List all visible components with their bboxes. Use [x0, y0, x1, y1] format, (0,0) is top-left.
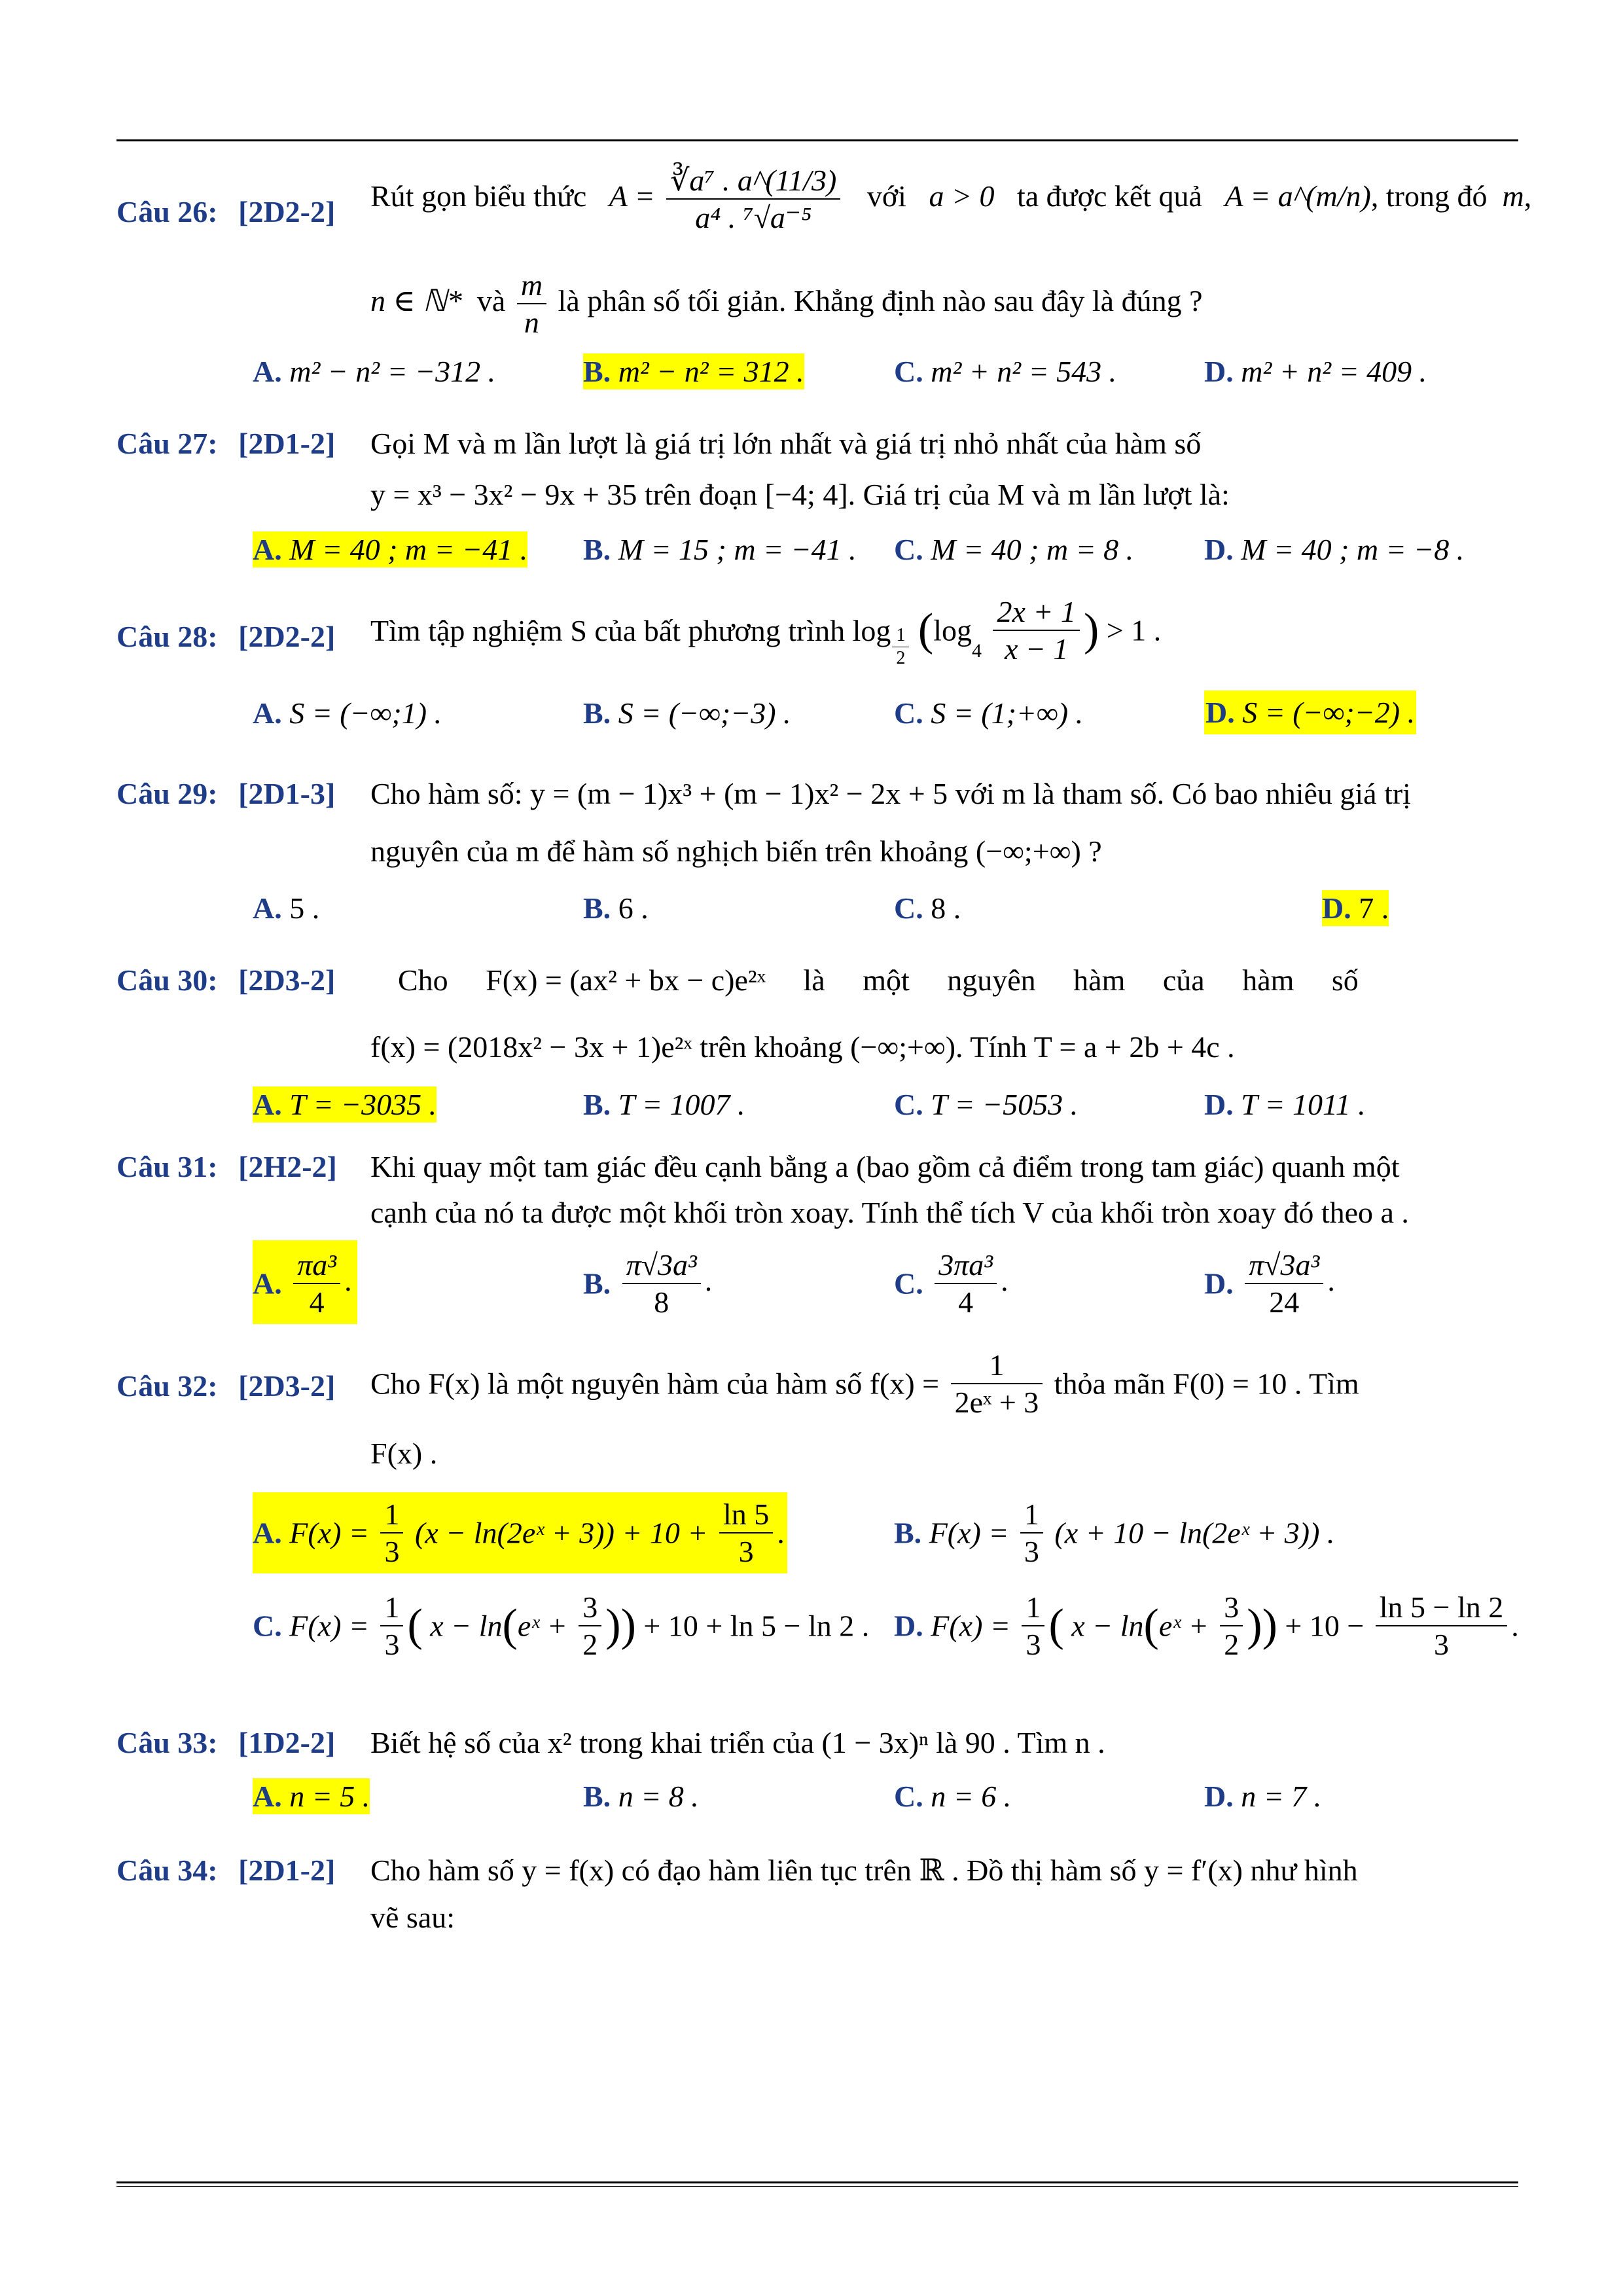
option-b[interactable]: B. F(x) = $\frac{1}{3}$ (x + 10 − ln(2eˣ + 3)) . — [894, 1498, 1335, 1569]
option-c[interactable]: C. 8 . — [894, 891, 961, 925]
option-d[interactable]: D. m² + n² = 409 . — [1204, 355, 1427, 388]
question-34 — [116, 1852, 1518, 1950]
question-stem-line-2: vẽ sau: — [370, 1901, 455, 1934]
option-a[interactable]: A. S = (−∞;1) . — [253, 696, 442, 730]
question-stem-line-2: f(x) = (2018x² − 3x + 1)e²ˣ trên khoảng (−∞;+∞). Tính T = a + 2b + 4c . — [370, 1030, 1235, 1064]
question-header: Câu 29: [2D1-3] — [116, 777, 336, 810]
question-33 — [116, 1725, 1518, 1829]
question-stem-line-1: Gọi M và m lần lượt là giá trị lớn nhất và giá trị nhỏ nhất của hàm số — [370, 427, 1202, 460]
option-a[interactable]: A. 5 . — [253, 891, 320, 925]
option-c[interactable]: C. n = 6 . — [894, 1780, 1012, 1813]
option-c[interactable]: C. S = (1;+∞) . — [894, 696, 1084, 730]
question-26 — [116, 143, 1532, 398]
question-header: Câu 31: [2H2-2] — [116, 1150, 337, 1183]
option-c[interactable]: C. m² + n² = 543 . — [894, 355, 1117, 388]
question-stem-line-1: Biết hệ số của x² trong khai triển của (1 − 3x)ⁿ là 90 . Tìm n . — [370, 1726, 1105, 1759]
option-b[interactable]: B. m² − n² = 312 . — [583, 353, 804, 389]
header-rule — [116, 139, 1518, 141]
footer-rule — [116, 2181, 1518, 2187]
option-a[interactable]: A. $\frac{\text{πa³}}{4}$ . — [253, 1240, 357, 1324]
question-31 — [116, 1149, 1518, 1338]
option-a[interactable]: A. m² − n² = −312 . — [253, 355, 496, 388]
question-stem-line-1: Rút gọn biểu thức A = $\frac{\text{∛a⁷ . a\textasciicircum{}(11/3)}}{\text{a⁴ . ⁷√a⁻⁵}}$ với a > 0 ta được kết quả A = a^(m/n), trong đó m, — [370, 162, 1531, 236]
question-header: Câu 30: [2D3-2] — [116, 963, 336, 997]
question-stem-line-2: n ∈ ℕ* và $\frac{m}{n}$ là phân số tối giản. Khẳng định nào sau đây là đúng ? — [370, 268, 1203, 340]
option-c[interactable]: C. F(x) = $\frac{1}{3}$ ( x − ln(eˣ + $\frac{3}{2}$ )) + 10 + ln 5 − ln 2 . — [253, 1590, 870, 1662]
option-d[interactable]: D. T = 1011 . — [1204, 1088, 1366, 1121]
option-a[interactable]: A. n = 5 . — [253, 1778, 370, 1814]
option-c[interactable]: C. T = −5053 . — [894, 1088, 1079, 1121]
question-header — [116, 194, 335, 230]
question-stem-line-2: nguyên của m để hàm số nghịch biến trên khoảng (−∞;+∞) ? — [370, 834, 1102, 868]
question-header: Câu 28: [2D2-2] — [116, 620, 336, 653]
question-header: Câu 34: [2D1-2] — [116, 1854, 336, 1887]
option-a[interactable]: A. T = −3035 . — [253, 1086, 437, 1122]
question-27 — [116, 425, 1518, 583]
question-stem-line-2: F(x) . — [370, 1437, 438, 1470]
question-stem-line-2: cạnh của nó ta được một khối tròn xoay. Tính thể tích V của khối tròn xoay đó theo a . — [370, 1196, 1409, 1229]
option-d[interactable]: D. F(x) = $\frac{1}{3}$ ( x − ln(eˣ + $\frac{3}{2}$ )) + 10 − $\frac{\ln 5 - \ln 2}{3}$ . — [894, 1590, 1519, 1662]
question-stem-line-1: Cho hàm số y = f(x) có đạo hàm liên tục trên ℝ . Đồ thị hàm số y = f′(x) như hình — [370, 1854, 1358, 1887]
question-stem-line-1: Cho F(x) = (ax² + bx − c)e²ˣ là một nguyên hàm của hàm số — [398, 963, 1359, 997]
question-header: Câu 32: [2D3-2] — [116, 1369, 336, 1403]
option-a[interactable]: A. F(x) = $\frac{1}{3}$ (x − ln(2eˣ + 3)) + 10 + $\frac{\ln 5}{3}$ . — [253, 1492, 787, 1573]
option-b[interactable]: B. n = 8 . — [583, 1780, 699, 1813]
option-d[interactable]: D. S = (−∞;−2) . — [1204, 691, 1416, 734]
option-b[interactable]: B. M = 15 ; m = −41 . — [583, 533, 857, 566]
question-stem-line-2: y = x³ − 3x² − 9x + 35 trên đoạn [−4; 4]. Giá trị của M và m lần lượt là: — [370, 478, 1230, 511]
option-b[interactable]: B. 6 . — [583, 891, 649, 925]
option-b[interactable]: B. $\frac{\text{π√3a³}}{8}$ . — [583, 1248, 713, 1319]
option-c[interactable]: C. M = 40 ; m = 8 . — [894, 533, 1134, 566]
option-d[interactable]: D. n = 7 . — [1204, 1780, 1322, 1813]
question-header: Câu 33: [1D2-2] — [116, 1726, 336, 1759]
question-28 — [116, 592, 1518, 756]
option-d[interactable]: D. $\frac{\text{π√3a³}}{24}$ . — [1204, 1248, 1335, 1319]
option-a[interactable]: A. M = 40 ; m = −41 . — [253, 531, 527, 567]
question-stem-line-1: Tìm tập nghiệm S của bất phương trình log $\frac{1}{2}$ ($\log_4$ $\frac{2x + 1}{x - 1}$ ) > 1 . — [370, 595, 1162, 668]
question-stem-line-1: Cho F(x) là một nguyên hàm của hàm số f(x) = $\frac{1}{\text{2eˣ + 3}}$ thỏa mãn F(0) = 10 . Tìm — [370, 1348, 1359, 1420]
option-d[interactable]: D. 7 . — [1322, 890, 1389, 926]
option-d[interactable]: D. M = 40 ; m = −8 . — [1204, 533, 1465, 566]
option-b[interactable]: B. T = 1007 . — [583, 1088, 745, 1121]
question-29 — [116, 776, 1518, 933]
question-tag: [2D2-2] — [238, 195, 336, 228]
question-30 — [116, 962, 1518, 1126]
option-c[interactable]: C. $\frac{\text{3πa³}}{4}$ . — [894, 1248, 1008, 1319]
question-stem-line-1: Cho hàm số: y = (m − 1)x³ + (m − 1)x² − 2x + 5 với m là tham số. Có bao nhiêu giá trị — [370, 777, 1411, 810]
question-number: Câu 26: — [116, 195, 218, 228]
option-b[interactable]: B. S = (−∞;−3) . — [583, 696, 791, 730]
question-32 — [116, 1348, 1519, 1728]
question-stem-line-1: Khi quay một tam giác đều cạnh bằng a (bao gồm cả điểm trong tam giác) quanh một — [370, 1150, 1400, 1183]
expression-fraction: $\frac{\text{∛a⁷ . a\textasciicircum{}(11/3)}}{\text{a⁴ . ⁷√a⁻⁵}}$ — [666, 162, 840, 236]
question-header: Câu 27: [2D1-2] — [116, 427, 336, 460]
